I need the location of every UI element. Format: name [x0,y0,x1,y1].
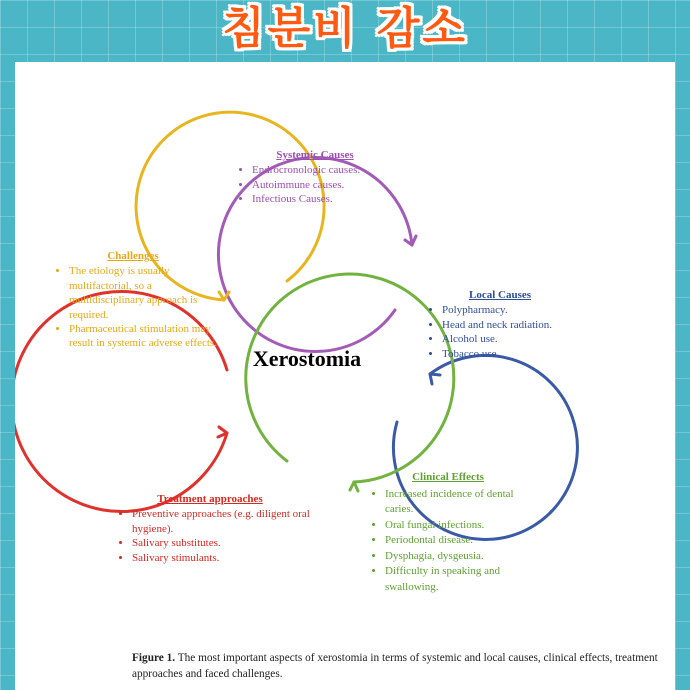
local-list [420,303,580,361]
clinical-item: • Dysphagia, dysgeusia. [385,549,533,565]
challenges-block [47,249,219,351]
figure-panel [15,62,675,690]
caption-label: Figure 1. [132,652,176,664]
treatment-item: • Salivary substitutes. [132,536,310,550]
challenges-item: • Pharmaceutical stimulation may result in systemic adverse effects. [69,322,219,351]
local-arrowhead [430,374,440,384]
local-item: • Tobacco use. [442,347,580,361]
systemic-item: • Endrocronologic causes. [252,163,400,177]
systemic-block [230,148,400,207]
local-item: • Head and neck radiation. [442,318,580,332]
local-item: • Polypharmacy. [442,303,580,317]
local-item: • Alcohol use. [442,332,580,346]
treatment-block [110,492,310,565]
challenges-item: • The etiology is usually multifactorial, so a multidisciplinary approach is required. [69,264,219,322]
treatment-heading: Treatment approaches [157,493,263,505]
clinical-heading: Clinical Effects [412,471,484,483]
challenges-list [47,264,219,350]
systemic-heading: Systemic Causes [276,149,354,161]
challenges-heading: Challenges [107,250,159,262]
clinical-block [363,470,533,595]
banner-title: 침분비 감소 [222,3,468,54]
clinical-item: • Oral fungal infections. [385,518,533,534]
local-block [420,288,580,361]
treatment-item: • Salivary stimulants. [132,551,310,565]
clinical-item: • Increased incidence of dental caries. [385,487,533,518]
center-title: Xerostomia [252,346,362,371]
local-heading: Local Causes [468,289,532,301]
systemic-item: • Autoimmune causes. [252,178,400,192]
systemic-item: • Infectious Causes. [252,192,400,206]
clinical-item: • Difficulty in speaking and swallowing. [385,564,533,595]
clinical-item: • Periodontal disease. [385,533,533,549]
clinical-list [363,487,533,596]
figure-caption [132,650,667,682]
treatment-list [110,507,310,565]
systemic-list [230,163,400,206]
treatment-item: • Preventive approaches (e.g. diligent oral hygiene). [132,507,310,536]
caption-text: The most important aspects of xerostomia in terms of systemic and local causes, clinical effects, treatment approaches and faced challenges. [132,652,658,680]
